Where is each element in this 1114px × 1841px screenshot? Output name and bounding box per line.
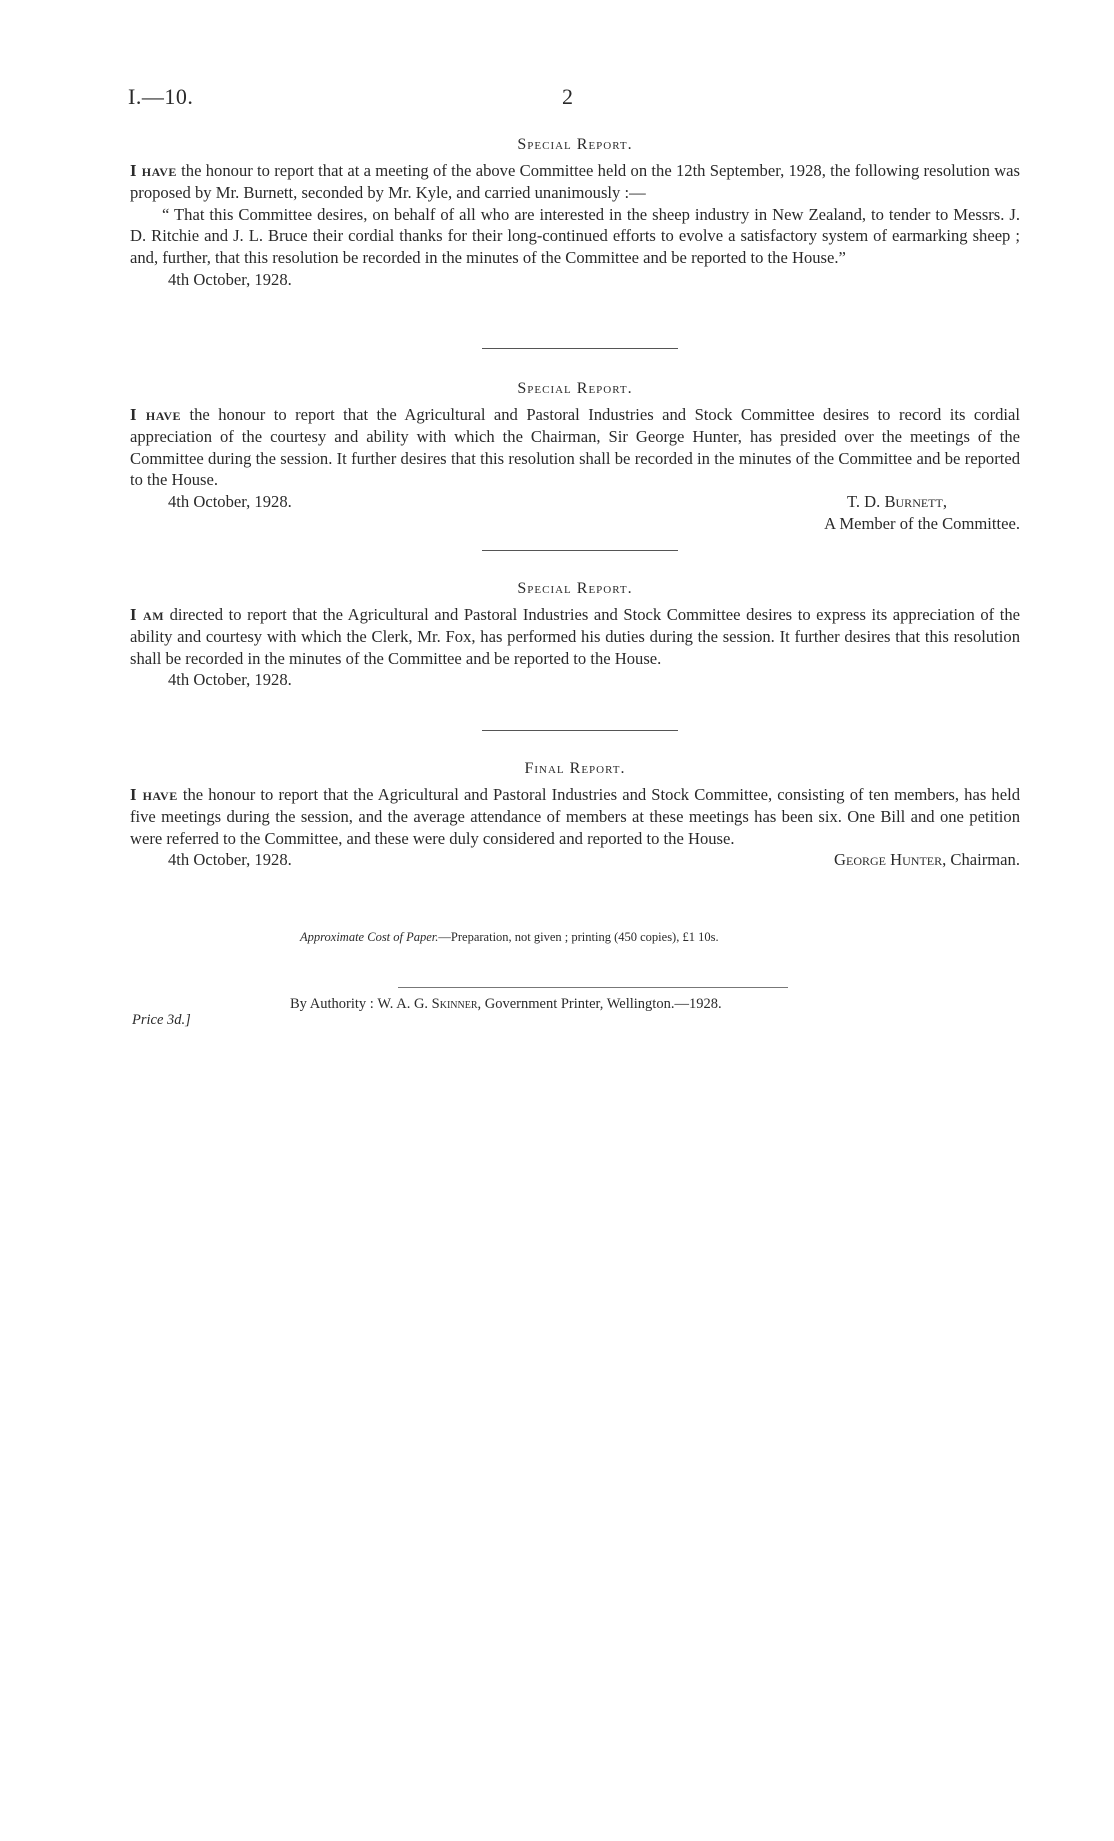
page-number: 2 — [562, 84, 573, 109]
paragraph-body: the honour to report that at a meeting of the above Committee held on the 12th September, 1928, the following resolution was proposed by Mr. Burnett, seconded by Mr. Kyle, and carried unanimously :— — [130, 161, 1021, 202]
section-heading: Special Report. — [517, 380, 633, 397]
section-heading: Special Report. — [517, 136, 633, 153]
section-heading: Special Report. — [517, 580, 633, 597]
final-report — [130, 760, 1020, 871]
document-code: I.—10. — [128, 84, 194, 109]
paragraph-body: the honour to report that the Agricultural and Pastoral Industries and Stock Committee, consisting of ten members, has held five meetings during the session, and the average attendance of members at these meetings has been six. One Bill and one petition were referred to the Committee, and these were duly considered and reported to the House. — [130, 785, 1020, 848]
special-report-2 — [130, 380, 1020, 535]
paragraph-lead: I have — [130, 785, 178, 804]
cost-of-paper — [300, 930, 719, 945]
section-divider — [482, 348, 678, 349]
date-signature-row — [130, 849, 1020, 871]
section-heading: Final Report. — [524, 760, 626, 777]
cost-label: Approximate Cost of Paper. — [300, 930, 439, 944]
paragraph-lead: I have — [130, 405, 182, 424]
paragraph-body: directed to report that the Agricultural and Pastoral Industries and Stock Committee desires to express its appreciation of the ability and courtesy with which the Clerk, Mr. Fox, has performed his duties during the session. It further desires that this resolution shall be recorded in the minutes of the Committee and be reported to the House. — [130, 605, 1020, 668]
report-date: 4th October, 1928. — [168, 269, 292, 289]
section-divider — [482, 730, 678, 731]
paragraph-body: the honour to report that the Agricultural and Pastoral Industries and Stock Committee desires to record its cordial appreciation of the courtesy and ability with which the Chairman, Sir George Hunter, has presided over the meetings of the Committee during the session. It further desires that this resolution shall be recorded in the minutes of the Committee and be reported to the House. — [130, 405, 1020, 490]
section-divider — [482, 550, 678, 551]
signature-title: A Member of the Committee. — [824, 513, 1020, 533]
signature-name: T. D. Burnett, — [846, 492, 947, 512]
report-paragraph — [130, 160, 1020, 204]
special-report-1 — [130, 136, 1020, 291]
paragraph-lead: I am — [130, 605, 165, 624]
report-date: 4th October, 1928. — [168, 850, 292, 870]
date-signature-row — [130, 491, 1020, 513]
resolution-quote: “ That this Committee desires, on behalf of all who are interested in the sheep industry in New Zealand, to tender to Messrs. J. D. Ritchie and J. L. Bruce their cordial thanks for their long-continued efforts to evolve a satisfactory system of earmarking sheep ; and, further, that this resolution be recorded in the minutes of the Committee and be reported to the House.” — [130, 204, 1020, 268]
printer-authority: By Authority : W. A. G. Skinner, Government Printer, Wellington.—1928. — [290, 996, 722, 1012]
special-report-3 — [130, 580, 1020, 691]
chairman-signature: George Hunter, Chairman. — [834, 850, 1020, 870]
report-paragraph — [130, 604, 1020, 669]
report-paragraph — [130, 784, 1020, 849]
printer-name: W. A. G. Skinner, — [377, 996, 482, 1012]
report-date: 4th October, 1928. — [168, 670, 292, 690]
footer-rule — [398, 987, 788, 988]
price-note: Price 3d.] — [132, 1012, 191, 1028]
report-paragraph — [130, 404, 1020, 491]
paragraph-lead: I have — [130, 161, 177, 180]
cost-text: —Preparation, not given ; printing (450 copies), £1 10s. — [438, 930, 719, 944]
report-date: 4th October, 1928. — [168, 492, 292, 512]
